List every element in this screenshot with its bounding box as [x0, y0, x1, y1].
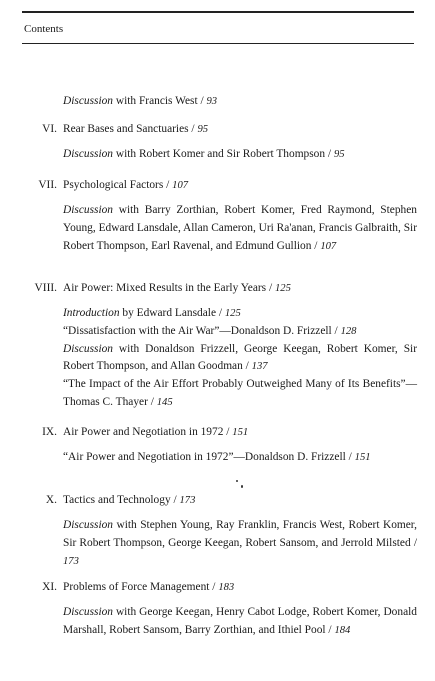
- toc-entry-discussion-west: Discussion with Francis West / 93: [63, 95, 218, 107]
- section-number: X.: [45, 494, 57, 506]
- section-number: VIII.: [34, 282, 57, 294]
- section-number: VII.: [38, 179, 57, 191]
- top-rule: [22, 11, 414, 13]
- section-number: XI.: [42, 581, 57, 593]
- section-title: Air Power and Negotiation in 1972 / 151: [63, 426, 249, 438]
- print-speck: [236, 480, 238, 482]
- toc-entry-essay: “Air Power and Negotiation in 1972”—Donaldson D. Frizzell / 151: [63, 451, 371, 463]
- section-number: IX.: [42, 426, 57, 438]
- section-title: Problems of Force Management / 183: [63, 581, 235, 593]
- running-header: Contents: [24, 23, 64, 35]
- toc-entry-discussion: Discussion with Stephen Young, Ray Franklin, Francis West, Robert Komer, Sir Robert Thompson, George Keegan, Robert Sansom, and Jerrold Milsted / 173: [63, 519, 417, 567]
- toc-entry-discussion: Discussion with Barry Zorthian, Robert Komer, Fred Raymond, Stephen Young, Edward Lansdale, Allan Cameron, Uri Ra'anan, Francis Galbraith, Sir Robert Thompson, Earl Ravenal, and Edmund Gullion / 107: [63, 204, 417, 252]
- toc-entry-introduction: Introduction by Edward Lansdale / 125: [63, 307, 241, 319]
- section-number: VI.: [42, 123, 57, 135]
- section-title: Tactics and Technology / 173: [63, 494, 196, 506]
- toc-subentries-viii: [63, 305, 417, 412]
- section-title: Rear Bases and Sanctuaries / 95: [63, 123, 209, 135]
- toc-entry-discussion: Discussion with Donaldson Frizzell, George Keegan, Robert Komer, Sir Robert Thompson, and Allan Goodman / 137: [63, 342, 417, 373]
- toc-entry-essay: “The Impact of the Air Effort Probably Outweighed Many of Its Benefits”—Thomas C. Thayer / 145: [63, 378, 417, 408]
- section-title: Psychological Factors / 107: [63, 179, 189, 191]
- toc-entry-discussion: Discussion with George Keegan, Henry Cabot Lodge, Robert Komer, Donald Marshall, Robert Sansom, Barry Zorthian, and Ithiel Pool / 184: [63, 606, 417, 636]
- section-title: Air Power: Mixed Results in the Early Years / 125: [63, 282, 291, 294]
- print-speck: [241, 485, 243, 488]
- toc-entry-discussion: Discussion with Robert Komer and Sir Robert Thompson / 95: [63, 148, 345, 160]
- toc-entry-essay: “Dissatisfaction with the Air War”—Donaldson D. Frizzell / 128: [63, 324, 357, 337]
- header-rule: [22, 43, 414, 44]
